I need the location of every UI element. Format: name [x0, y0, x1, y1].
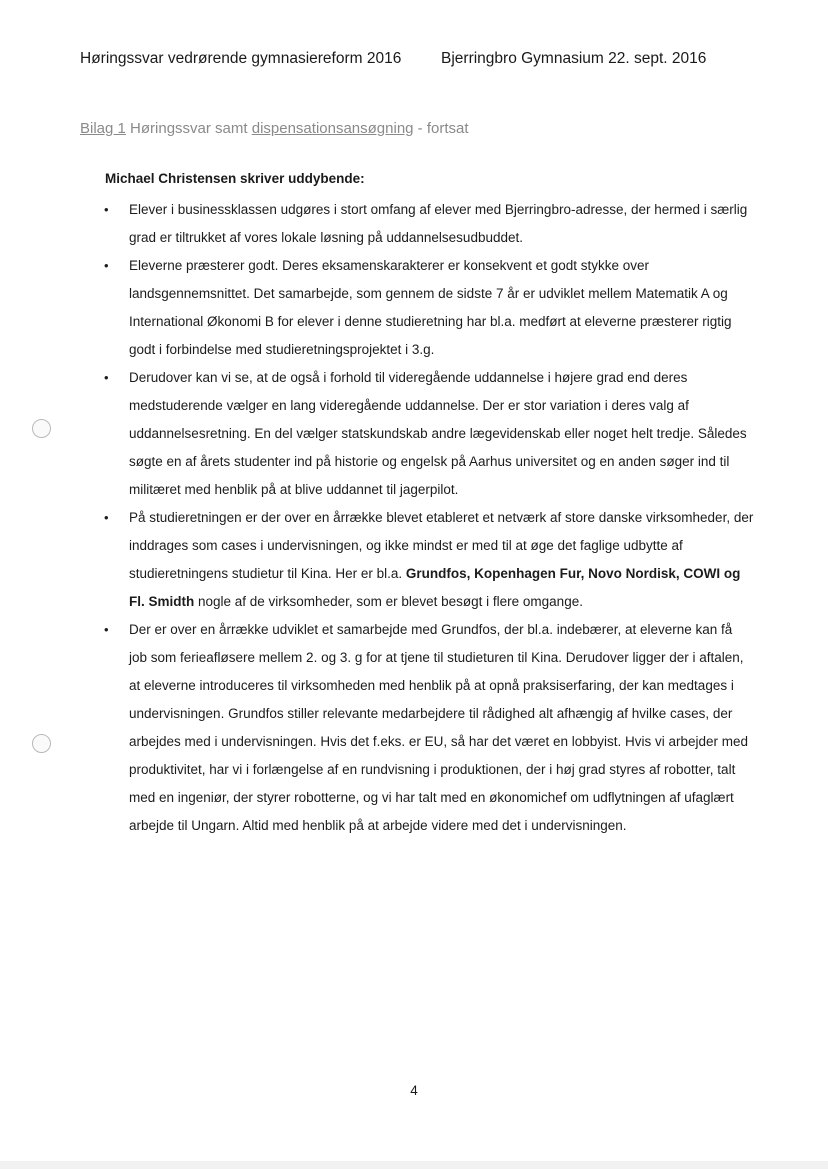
bullet-icon: • [104, 258, 109, 273]
bullet-text: Eleverne præsterer godt. Deres eksamenskarakterer er konsekvent et godt stykke over landsgennemsnittet. Det samarbejde, som gennem de sidste 7 år er udviklet mellem Matematik A og International Økonomi B for elever i denne studieretning har bl.a. medført at eleverne præsterer rigtig godt i forbindelse med studieretningsprojektet i 3.g. [129, 258, 732, 357]
header-school-date: Bjerringbro Gymnasium 22. sept. 2016 [441, 50, 707, 67]
section-subtitle [80, 120, 469, 137]
bullet-list [104, 196, 754, 840]
company-names: Grundfos, Kopenhagen Fur, Novo Nordisk, COWI og Fl. Smidth [129, 566, 741, 609]
subtitle-bilag: Bilag 1 [80, 120, 126, 137]
bullet-text: På studieretningen er der over en årrække blevet etableret et netværk af store danske virksomheder, der inddrages som cases i undervisningen, og ikke mindst er med til at øge det faglige udbytte af studieretningens studietur til Kina. Her er bl.a. [129, 510, 754, 581]
list-item [104, 252, 754, 364]
author-line: Michael Christensen skriver uddybende: [105, 171, 365, 186]
bullet-text-continued: nogle af de virksomheder, som er blevet besøgt i flere omgange. [194, 594, 583, 609]
bullet-icon: • [104, 510, 109, 525]
page-number: 4 [410, 1083, 418, 1098]
subtitle-text: Høringssvar samt [125, 120, 252, 137]
list-item [104, 504, 754, 616]
list-item [104, 616, 754, 840]
bullet-icon: • [104, 202, 109, 217]
bullet-text: Elever i businessklassen udgøres i stort omfang af elever med Bjerringbro-adresse, der hermed i særlig grad er tiltrukket af vores lokale løsning på uddannelsesudbuddet. [129, 202, 748, 245]
list-item [104, 196, 754, 252]
list-item [104, 364, 754, 504]
punch-hole-icon [32, 419, 51, 438]
punch-hole-icon [32, 734, 51, 753]
page-bottom-edge [0, 1161, 828, 1169]
bullet-text: Derudover kan vi se, at de også i forhold til videregående uddannelse i højere grad end deres medstuderende vælger en lang videregående uddannelse. Der er stor variation i deres valg af uddannelsesretning. En del vælger statskundskab andre lægevidenskab eller noget helt tredje. Således søgte en af årets studenter ind på historie og engelsk på Aarhus universitet og en anden søger ind til militæret med henblik på at blive uddannet til jagerpilot. [129, 370, 747, 497]
bullet-icon: • [104, 370, 109, 385]
subtitle-dispensation: dispensationsansøgning [251, 120, 414, 137]
header-title: Høringssvar vedrørende gymnasiereform 2016 [80, 50, 402, 67]
bullet-text: Der er over en årrække udviklet et samarbejde med Grundfos, der bl.a. indebærer, at eleverne kan få job som ferieafløsere mellem 2. og 3. g for at tjene til studieturen til Kina. Derudover ligger der i aftalen, at eleverne introduceres til virksomheden med henblik på at opnå praksiserfaring, der kan medtages i undervisningen. Grundfos stiller relevante medarbejdere til rådighed alt afhængig af hvilke cases, der arbejdes med i undervisningen. Hvis det f.eks. er EU, så har det været en lobbyist. Hvis vi arbejder med produktivitet, har vi i forlængelse af en rundvisning i produktionen, der i høj grad styres af robotter, talt med en ingeniør, der styrer robotterne, og vi har talt med en økonomichef om udflytningen af ufaglært arbejde til Ungarn. Altid med henblik på at arbejde videre med det i undervisningen. [129, 622, 749, 833]
subtitle-continued: - fortsat [413, 120, 469, 137]
bullet-icon: • [104, 622, 109, 637]
